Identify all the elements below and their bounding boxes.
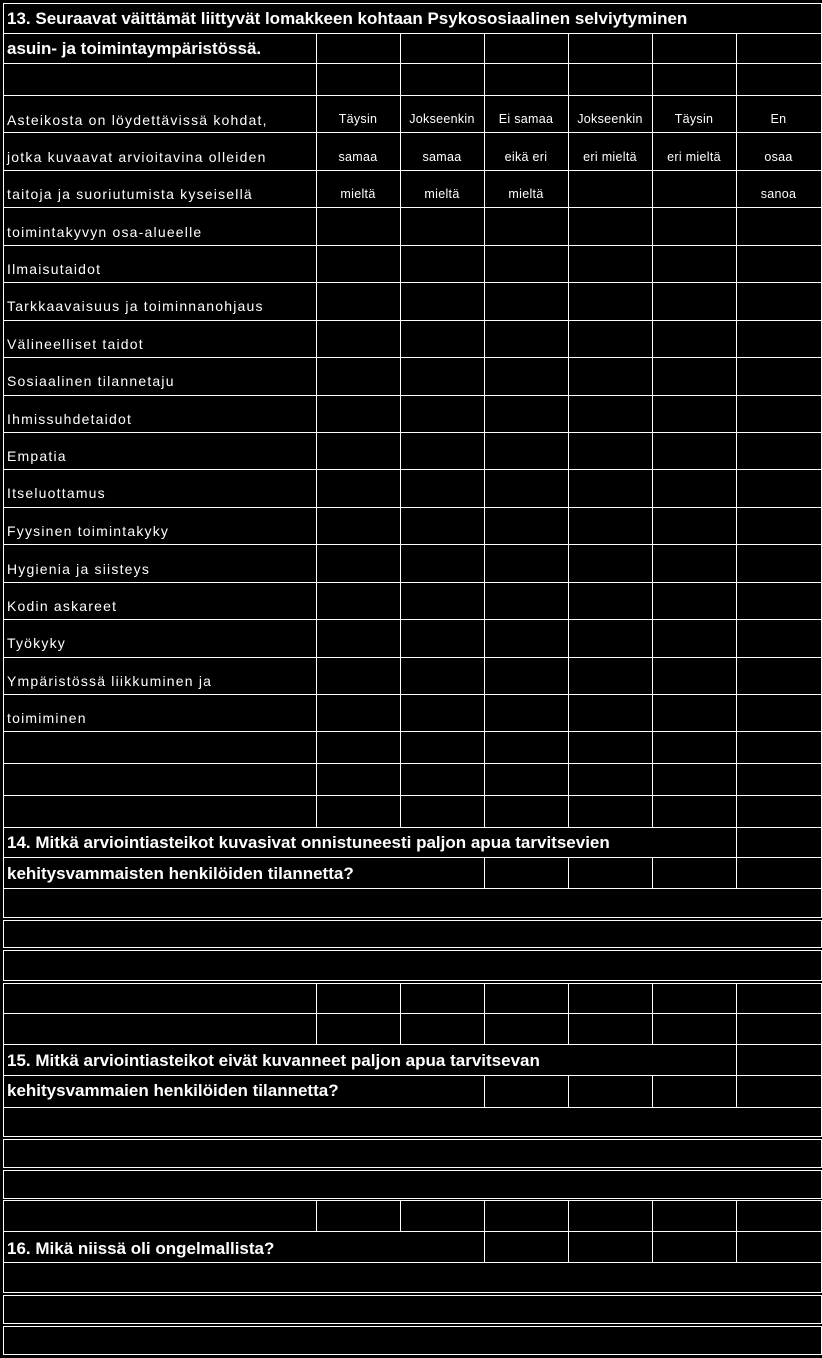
q13-grid-row-label-cell (3, 63, 317, 96)
q14-title-row-answer-cell[interactable] (736, 827, 822, 858)
q14-title-row2-answer-cell[interactable] (652, 857, 737, 889)
item-label-tarkkaavaisuus: Tarkkaavaisuus ja toiminnanohjaus (7, 298, 264, 314)
q13-grid-row-answer-cell[interactable] (484, 657, 569, 695)
q13-grid-row-answer-cell[interactable] (736, 207, 822, 246)
q13-title-row2-answer-cell[interactable] (484, 33, 569, 64)
q13-grid-row-answer-cell[interactable] (484, 795, 569, 828)
q13-grid-row-answer-cell[interactable] (568, 395, 653, 433)
q16-answer-line[interactable] (3, 1295, 822, 1324)
q14-title-line1: 14. Mitkä arviointiasteikot kuvasivat onnistuneesti paljon apua tarvitsevien (7, 833, 610, 852)
q13-grid-row-answer-cell[interactable] (736, 282, 822, 321)
q13-grid-row-answer-cell[interactable] (568, 63, 653, 96)
q13-grid-row-answer-cell[interactable] (484, 282, 569, 321)
q13-grid-row-answer-cell[interactable] (568, 170, 653, 208)
q13-grid-row-answer-cell[interactable] (736, 395, 822, 433)
q15-grid-row-label-cell (3, 1200, 317, 1232)
q14-grid-row-answer-cell[interactable] (400, 983, 485, 1014)
q14-answer-line[interactable] (3, 920, 822, 948)
q13-grid-row-answer-cell[interactable] (736, 582, 822, 620)
scale-header-line: Jokseenkin (409, 112, 475, 126)
q13-grid-row-answer-cell[interactable] (400, 469, 485, 508)
q13-grid-row-answer-cell[interactable] (568, 245, 653, 283)
item-label-toimiminen: toimiminen (7, 710, 87, 726)
scale-header-line: eri mieltä (583, 150, 637, 164)
item-label-ymparistossa: Ympäristössä liikkuminen ja (7, 673, 213, 689)
q14-grid-row-answer-cell[interactable] (400, 1013, 485, 1045)
q15-grid-row-answer-cell[interactable] (736, 1200, 822, 1232)
q13-grid-row-answer-cell[interactable] (652, 245, 737, 283)
q13-grid-row-answer-cell[interactable] (568, 694, 653, 732)
q13-grid-row-answer-cell[interactable] (736, 507, 822, 545)
q13-title-row2-answer-cell[interactable] (652, 33, 737, 64)
item-label-fyysinen-toimintakyky: Fyysinen toimintakyky (7, 523, 170, 539)
q13-grid-row-answer-cell[interactable] (400, 432, 485, 470)
q13-grid-row-label-cell (3, 763, 317, 796)
q13-grid-row-answer-cell[interactable] (652, 763, 737, 796)
q13-title-line2: asuin- ja toimintaympäristössä. (7, 39, 262, 58)
q13-grid-row-answer-cell[interactable] (652, 469, 737, 508)
q13-grid-row-answer-cell[interactable] (652, 582, 737, 620)
q16-title-row-answer-cell[interactable] (484, 1231, 569, 1263)
q16-title-line1: 16. Mikä niissä oli ongelmallista? (7, 1239, 275, 1258)
q13-grid-row-answer-cell[interactable] (316, 763, 401, 796)
q13-grid-row-answer-cell[interactable] (400, 694, 485, 732)
q15-title-row2-answer-cell[interactable] (736, 1075, 822, 1108)
q13-grid-row-answer-cell[interactable] (484, 207, 569, 246)
q13-grid-row-answer-cell[interactable] (316, 395, 401, 433)
q13-grid-row-answer-cell[interactable] (652, 170, 737, 208)
q14-title-line2: kehitysvammaisten henkilöiden tilannetta? (7, 864, 354, 883)
q13-grid-row-answer-cell[interactable] (316, 357, 401, 396)
item-label-valineelliset-taidot: Välineelliset taidot (7, 336, 144, 352)
q13-intro-line: Asteikosta on löydettävissä kohdat, (7, 112, 268, 128)
q16-answer-line[interactable] (3, 1262, 822, 1293)
q13-grid-row-answer-cell[interactable] (316, 694, 401, 732)
q13-grid-row-answer-cell[interactable] (316, 619, 401, 658)
q13-grid-row-answer-cell[interactable] (484, 619, 569, 658)
q14-answer-line[interactable] (3, 950, 822, 981)
q13-grid-row-answer-cell[interactable] (652, 395, 737, 433)
q14-grid-row-answer-cell[interactable] (484, 1013, 569, 1045)
scale-header-line: En (770, 112, 787, 126)
q13-grid-row-answer-cell[interactable] (736, 795, 822, 828)
q13-grid-row-answer-cell[interactable] (400, 795, 485, 828)
q13-intro-line: jotka kuvaavat arvioitavina olleiden (7, 149, 267, 165)
q13-grid-row-answer-cell[interactable] (568, 357, 653, 396)
q13-grid-row-answer-cell[interactable] (484, 507, 569, 545)
q13-grid-row-answer-cell[interactable] (316, 282, 401, 321)
q13-grid-row-answer-cell[interactable] (316, 63, 401, 96)
q14-title-row2-answer-cell[interactable] (736, 857, 822, 889)
q13-intro-line: taitoja ja suoriutumista kyseisellä (7, 186, 253, 202)
q13-grid-row-answer-cell[interactable] (652, 63, 737, 96)
q13-title-row2-answer-cell[interactable] (316, 33, 401, 64)
scale-header-line: mieltä (508, 187, 544, 201)
q13-grid-row-answer-cell[interactable] (652, 619, 737, 658)
q13-grid-row-answer-cell[interactable] (400, 763, 485, 796)
q14-title-row2-answer-cell[interactable] (568, 857, 653, 889)
q13-grid-row-answer-cell[interactable] (568, 763, 653, 796)
q13-grid-row-answer-cell[interactable] (484, 245, 569, 283)
q15-grid-row-answer-cell[interactable] (652, 1200, 737, 1232)
q13-grid-row-answer-cell[interactable] (568, 544, 653, 583)
scale-header-line: eikä eri (504, 150, 548, 164)
item-label-empatia: Empatia (7, 448, 67, 464)
q13-grid-row-answer-cell[interactable] (736, 469, 822, 508)
q15-answer-line[interactable] (3, 1170, 822, 1199)
q13-title-row2-answer-cell[interactable] (568, 33, 653, 64)
item-label-hygienia: Hygienia ja siisteys (7, 561, 151, 577)
q13-grid-row-answer-cell[interactable] (400, 657, 485, 695)
q13-grid-row-label-cell (3, 731, 317, 764)
q15-answer-line[interactable] (3, 1107, 822, 1137)
scale-header-line: mieltä (340, 187, 376, 201)
q14-grid-row-answer-cell[interactable] (568, 983, 653, 1014)
q14-title-row2-answer-cell[interactable] (484, 857, 569, 889)
q13-grid-row-answer-cell[interactable] (316, 657, 401, 695)
item-label-tyokyky: Työkyky (7, 635, 66, 651)
q13-grid-row-answer-cell[interactable] (568, 582, 653, 620)
q13-grid-row-answer-cell[interactable] (484, 63, 569, 96)
q13-title-line1: 13. Seuraavat väittämät liittyvät lomakkeen kohtaan Psykososiaalinen selviytyminen (7, 9, 688, 28)
item-label-kodin-askareet: Kodin askareet (7, 598, 118, 614)
q13-title-row2-answer-cell[interactable] (400, 33, 485, 64)
q16-title-row-answer-cell[interactable] (736, 1231, 822, 1263)
q13-grid-row-answer-cell[interactable] (652, 507, 737, 545)
q13-grid-row-answer-cell[interactable] (316, 245, 401, 283)
q13-grid-row-answer-cell[interactable] (736, 357, 822, 396)
q13-grid-row-answer-cell[interactable] (316, 795, 401, 828)
q15-title-row2-answer-cell[interactable] (568, 1075, 653, 1108)
q13-grid-row-answer-cell[interactable] (400, 282, 485, 321)
q15-grid-row-answer-cell[interactable] (400, 1200, 485, 1232)
q13-grid-row-answer-cell[interactable] (400, 582, 485, 620)
q13-grid-row-answer-cell[interactable] (316, 320, 401, 358)
scale-header-line: mieltä (424, 187, 460, 201)
q13-grid-row-answer-cell[interactable] (400, 544, 485, 583)
q13-grid-row-answer-cell[interactable] (736, 731, 822, 764)
q13-grid-row-answer-cell[interactable] (484, 544, 569, 583)
q15-title-line2: kehitysvammaien henkilöiden tilannetta? (7, 1081, 339, 1100)
q15-title-row2-answer-cell[interactable] (652, 1075, 737, 1108)
q13-grid-row-answer-cell[interactable] (736, 432, 822, 470)
q13-grid-row-answer-cell[interactable] (400, 357, 485, 396)
q13-grid-row-answer-cell[interactable] (568, 282, 653, 321)
q13-grid-row-answer-cell[interactable] (484, 763, 569, 796)
q13-grid-row-answer-cell[interactable] (652, 544, 737, 583)
q13-grid-row-answer-cell[interactable] (736, 763, 822, 796)
q13-grid-row-answer-cell[interactable] (400, 320, 485, 358)
scale-header-line: sanoa (760, 187, 797, 201)
q13-grid-row-answer-cell[interactable] (652, 207, 737, 246)
q14-grid-row-answer-cell[interactable] (736, 1013, 822, 1045)
q14-grid-row-label-cell (3, 983, 317, 1014)
q13-grid-row-answer-cell[interactable] (484, 694, 569, 732)
q13-grid-row-answer-cell[interactable] (400, 395, 485, 433)
q13-intro-line: toimintakyvyn osa-alueelle (7, 224, 203, 240)
item-label-itseluottamus: Itseluottamus (7, 485, 106, 501)
q13-grid-row-answer-cell[interactable] (568, 657, 653, 695)
q13-grid-row-answer-cell[interactable] (568, 207, 653, 246)
q13-grid-row-answer-cell[interactable] (568, 320, 653, 358)
q15-grid-row-answer-cell[interactable] (568, 1200, 653, 1232)
q16-title-row-answer-cell[interactable] (568, 1231, 653, 1263)
q13-grid-row-answer-cell[interactable] (568, 731, 653, 764)
q13-grid-row-answer-cell[interactable] (652, 694, 737, 732)
q13-grid-row-answer-cell[interactable] (400, 207, 485, 246)
q13-grid-row-answer-cell[interactable] (484, 432, 569, 470)
q13-title-row2-answer-cell[interactable] (736, 33, 822, 64)
scale-header-line: samaa (422, 150, 462, 164)
q13-grid-row-answer-cell[interactable] (568, 795, 653, 828)
q14-grid-row-answer-cell[interactable] (652, 1013, 737, 1045)
q13-grid-row-answer-cell[interactable] (568, 432, 653, 470)
q13-grid-row-answer-cell[interactable] (316, 469, 401, 508)
q14-grid-row-answer-cell[interactable] (652, 983, 737, 1014)
q15-title-line1: 15. Mitkä arviointiasteikot eivät kuvanneet paljon apua tarvitsevan (7, 1051, 540, 1070)
q13-grid-row-answer-cell[interactable] (484, 582, 569, 620)
q13-grid-row-answer-cell[interactable] (316, 582, 401, 620)
q13-grid-row-answer-cell[interactable] (568, 619, 653, 658)
q13-grid-row-answer-cell[interactable] (736, 245, 822, 283)
q13-grid-row-answer-cell[interactable] (316, 432, 401, 470)
q14-grid-row-answer-cell[interactable] (568, 1013, 653, 1045)
q13-grid-row-answer-cell[interactable] (652, 432, 737, 470)
q13-grid-row-answer-cell[interactable] (568, 507, 653, 545)
q13-grid-row-answer-cell[interactable] (316, 207, 401, 246)
q14-grid-row-answer-cell[interactable] (316, 1013, 401, 1045)
q14-grid-row-label-cell (3, 1013, 317, 1045)
q13-grid-row-answer-cell[interactable] (652, 282, 737, 321)
q15-title-row2-answer-cell[interactable] (484, 1075, 569, 1108)
scale-header-line: eri mieltä (667, 150, 721, 164)
item-label-ilmaisutaidot: Ilmaisutaidot (7, 261, 102, 277)
q14-grid-row-answer-cell[interactable] (316, 983, 401, 1014)
q13-grid-row-answer-cell[interactable] (316, 731, 401, 764)
q13-grid-row-answer-cell[interactable] (484, 320, 569, 358)
q13-grid-row-answer-cell[interactable] (400, 507, 485, 545)
q13-grid-row-answer-cell[interactable] (484, 395, 569, 433)
q14-grid-row-answer-cell[interactable] (736, 983, 822, 1014)
scale-header-line: Ei samaa (498, 112, 554, 126)
q15-title-row-answer-cell[interactable] (736, 1044, 822, 1076)
scale-header-line: Täysin (338, 112, 378, 126)
item-label-sosiaalinen-tilannetaju: Sosiaalinen tilannetaju (7, 373, 175, 389)
q13-grid-row-answer-cell[interactable] (484, 731, 569, 764)
q13-grid-row-answer-cell[interactable] (400, 63, 485, 96)
scale-header-line: Jokseenkin (577, 112, 643, 126)
scale-header-line: osaa (764, 150, 793, 164)
scale-header-line: samaa (338, 150, 378, 164)
q14-answer-line[interactable] (3, 888, 822, 918)
q13-grid-row-answer-cell[interactable] (400, 619, 485, 658)
q13-grid-row-answer-cell[interactable] (736, 320, 822, 358)
q13-grid-row-answer-cell[interactable] (736, 63, 822, 96)
q13-grid-row-answer-cell[interactable] (652, 357, 737, 396)
q13-grid-row-answer-cell[interactable] (736, 694, 822, 732)
q13-grid-row-answer-cell[interactable] (652, 657, 737, 695)
q14-grid-row-answer-cell[interactable] (484, 983, 569, 1014)
q16-title-row-answer-cell[interactable] (652, 1231, 737, 1263)
q15-grid-row-answer-cell[interactable] (484, 1200, 569, 1232)
scale-header-line: Täysin (674, 112, 714, 126)
q16-answer-line[interactable] (3, 1326, 822, 1355)
q13-grid-row-answer-cell[interactable] (736, 619, 822, 658)
q13-grid-row-answer-cell[interactable] (652, 731, 737, 764)
q13-grid-row-answer-cell[interactable] (484, 469, 569, 508)
q13-grid-row-answer-cell[interactable] (400, 731, 485, 764)
q13-grid-row-answer-cell[interactable] (484, 357, 569, 396)
q13-grid-row-answer-cell[interactable] (652, 320, 737, 358)
q13-grid-row-answer-cell[interactable] (736, 544, 822, 583)
q13-grid-row-answer-cell[interactable] (652, 795, 737, 828)
q13-grid-row-answer-cell[interactable] (316, 544, 401, 583)
q13-grid-row-answer-cell[interactable] (736, 657, 822, 695)
q13-grid-row-label-cell (3, 795, 317, 828)
item-label-ihmissuhdetaidot: Ihmissuhdetaidot (7, 411, 133, 427)
q13-grid-row-answer-cell[interactable] (568, 469, 653, 508)
q15-grid-row-answer-cell[interactable] (316, 1200, 401, 1232)
q13-grid-row-answer-cell[interactable] (316, 507, 401, 545)
q15-answer-line[interactable] (3, 1139, 822, 1168)
q13-grid-row-answer-cell[interactable] (400, 245, 485, 283)
